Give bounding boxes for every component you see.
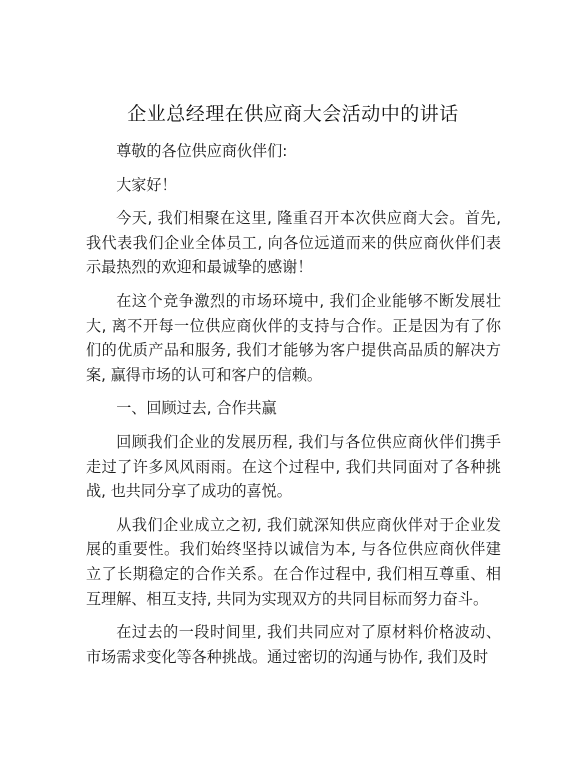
document-body — [86, 139, 501, 678]
salutation-paragraph: 尊敬的各位供应商伙伴们: — [116, 142, 288, 160]
welcome-paragraph: 今天, 我们相聚在这里, 隆重召开本次供应商大会。首先, 我代表我们企业全体员工, 向各位远道而来的供应商伙伴们表示最热烈的欢迎和最诚挚的感谢！ — [86, 209, 501, 277]
greeting-paragraph: 大家好！ — [116, 175, 177, 194]
section-heading-1: 一、回顾过去, 合作共赢 — [116, 399, 277, 418]
document-title: 企业总经理在供应商大会活动中的讲话 — [127, 103, 459, 125]
challenges-paragraph: 在过去的一段时间里, 我们共同应对了原材料价格波动、市场需求变化等各种挑战。通过密切的沟通与协作, 我们及时 — [86, 623, 501, 666]
founding-paragraph: 从我们企业成立之初, 我们就深知供应商伙伴对于企业发展的重要性。我们始终坚持以诚信为本, 与各位供应商伙伴建立了长期稳定的合作关系。在合作过程中, 我们相互尊重、相互理解、相互支持, 共同为实现双方的共同目标而努力奋斗。 — [86, 515, 501, 608]
history-paragraph: 回顾我们企业的发展历程, 我们与各位供应商伙伴们携手走过了许多风风雨雨。在这个过程中, 我们共同面对了各种挑战, 也共同分享了成功的喜悦。 — [86, 432, 501, 501]
market-paragraph: 在这个竞争激烈的市场环境中, 我们企业能够不断发展壮大, 离不开每一位供应商伙伴的支持与合作。正是因为有了你们的优质产品和服务, 我们才能够为客户提供高品质的解决方案, 赢得市场的认可和客户的信赖。 — [86, 291, 501, 384]
